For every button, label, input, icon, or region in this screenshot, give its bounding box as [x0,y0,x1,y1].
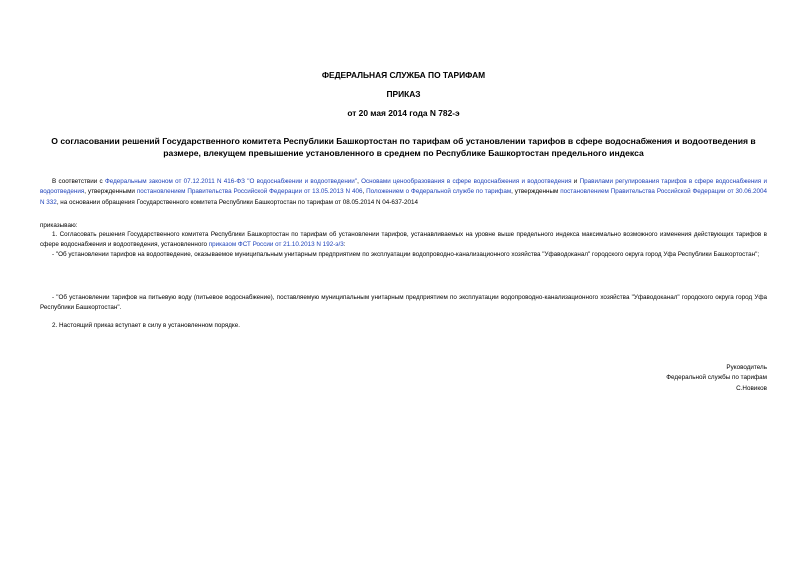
fts-regulation-link[interactable]: Положением о Федеральной службе по тарифам [366,188,512,196]
list-item: - "Об установлении тарифов на питьевую воду (питьевое водоснабжение), поставляемую муниципальным унитарным предприятием по эксплуатации водопроводно-канализационного хозяйства "Уфаводоканал" городского округа город Уфа Республики Башкортостан". [40,294,767,312]
signatory-position: Руководитель [726,364,767,371]
agency-name: ФЕДЕРАЛЬНАЯ СЛУЖБА ПО ТАРИФАМ [321,70,486,80]
document-title: О согласовании решений Государственного комитета Республики Башкортостан по тарифам об установлении тарифов в сфере водоснабжения и водоотведения в размере, влекущем превышение установленного в среднем по Республике Башкортостан предельного индекса [51,136,756,158]
pricing-basics-link[interactable]: Основами ценообразования в сфере водоснабжения и водоотведения [361,178,572,185]
preamble-text: , [362,188,367,196]
preamble-text: , [357,178,362,185]
list-item: - "Об установлении тарифов на водоотведение, оказываемое муниципальным унитарным предприятием по эксплуатации водопроводно-канализационного хозяйства "Уфаводоканал" городского округа город Уфа Республики Башкортостан"; [52,251,760,258]
preamble-text: , утвержденным [511,188,561,196]
item-2-paragraph: 2. Настоящий приказ вступает в силу в установленном порядке. [52,322,241,329]
fts-order-link[interactable]: приказом ФСТ России от 21.10.2013 N 192-э/3 [208,241,344,249]
tariff-rules-link[interactable]: Правилами регулирования тарифов в сфере водоснабжения и водоотведения [40,178,768,196]
document-date: от 20 мая 2014 года N 782-э [347,108,460,118]
item-1-text: 1. Согласовать решения Государственного комитета Республики Башкортостан по тарифам об установлении тарифов, устанавливаемых на уровне выше предельного индекса максимально возможного изменения действующих тарифов в сфере водоснабжения и водоотведения, установленного [40,231,767,249]
document-type: ПРИКАЗ [386,89,421,99]
preamble-text: , на основании обращения Государственного комитета Республики Башкортостан по тарифам от 08.05.2014 N 04-637-2014 [56,198,419,206]
item-1-end: : [343,241,346,249]
resolution-406-link[interactable]: постановлением Правительства Российской Федерации от 13.05.2013 N 406 [136,188,363,196]
signatory-name: С.Новиков [736,384,767,392]
resolution-332-link[interactable]: постановлением Правительства Российской Федерации от 30.06.2004 N 332 [40,188,768,206]
preamble-text: В соответствии с [52,178,105,185]
signature-block [666,363,767,394]
federal-law-link[interactable]: Федеральным законом от 07.12.2011 N 416-ФЗ "О водоснабжении и водоотведении" [104,178,358,185]
order-word: приказываю: [40,222,78,229]
preamble-paragraph [40,177,767,208]
preamble-text: и [571,178,580,185]
preamble-text: , утвержденными [84,188,137,196]
item-1-paragraph [40,230,767,251]
signatory-organization: Федеральной службы по тарифам [666,374,767,382]
